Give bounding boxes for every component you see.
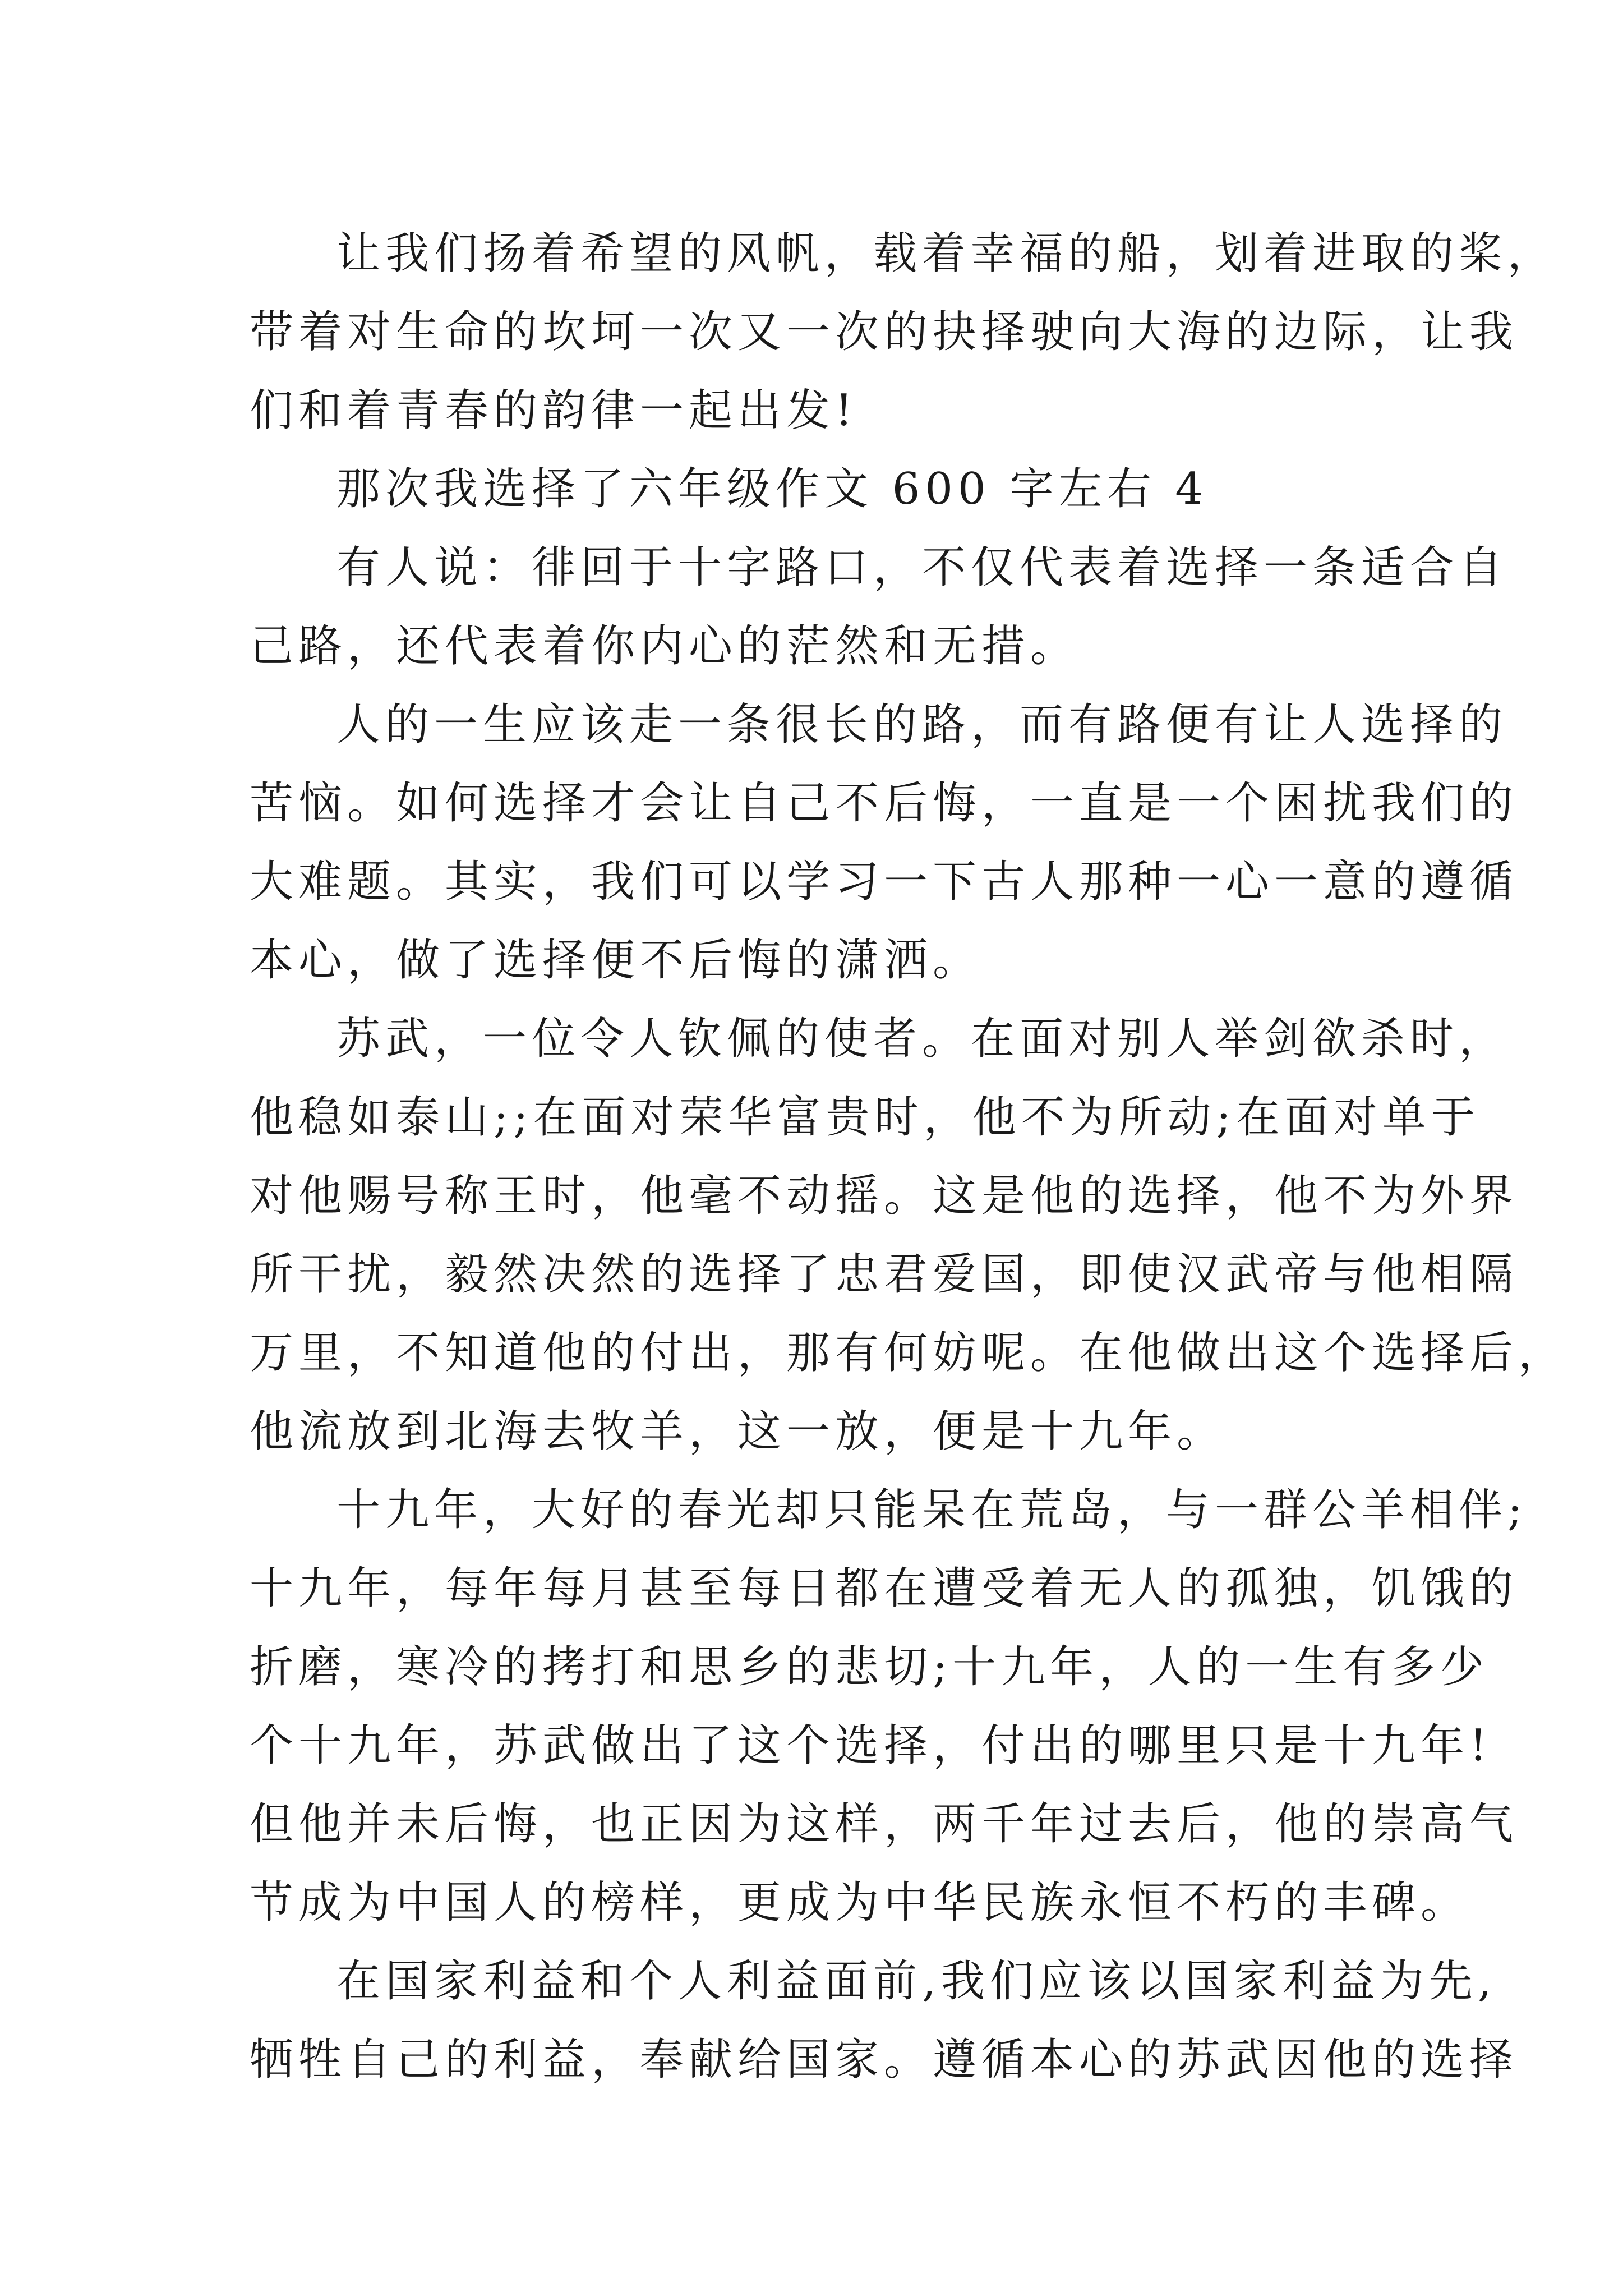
text-line: 十九年，大好的春光却只能呆在荒岛，与一群公羊相伴; — [336, 1485, 1528, 1535]
text-line: 他稳如泰山;;在面对荣华富贵时，他不为所动;在面对单于 — [250, 1092, 1480, 1143]
essay-body — [250, 214, 1567, 2099]
text-line: 让我们扬着希望的风帆，载着幸福的船，划着进取的桨， — [336, 228, 1557, 279]
text-line: 万里，不知道他的付出，那有何妨呢。在他做出这个选择后， — [250, 1328, 1567, 1378]
text-line: 牺牲自己的利益，奉献给国家。遵循本心的苏武因他的选择 — [250, 2035, 1519, 2085]
text-line: 己路，还代表着你内心的茫然和无措。 — [250, 621, 1080, 671]
paragraph-voyage — [250, 214, 1557, 450]
text-line: 有人说：徘回于十字路口，不仅代表着选择一条适合自 — [336, 542, 1508, 593]
text-line: 节成为中国人的榜样，更成为中华民族永恒不朽的丰碑。 — [250, 1878, 1470, 1928]
text-line: 十九年，每年每月甚至每日都在遭受着无人的孤独，饥饿的 — [250, 1563, 1519, 1614]
text-line: 苦恼。如何选择才会让自己不后悔，一直是一个困扰我们的 — [250, 778, 1519, 829]
text-line: 在国家利益和个人利益面前,我们应该以国家利益为先, — [336, 1956, 1497, 2007]
text-line: 所干扰，毅然决然的选择了忠君爱国，即使汉武帝与他相隔 — [250, 1249, 1519, 1300]
text-line: 带着对生命的坎坷一次又一次的抉择驶向大海的边际，让我 — [250, 307, 1519, 357]
text-line: 个十九年，苏武做出了这个选择，付出的哪里只是十九年! — [250, 1720, 1492, 1771]
text-line: 大难题。其实，我们可以学习一下古人那种一心一意的遵循 — [250, 857, 1519, 907]
text-line: 本心，做了选择便不后悔的潇洒。 — [250, 935, 982, 986]
paragraph-long-road — [250, 685, 1519, 1000]
text-line: 人的一生应该走一条很长的路，而有路便有让人选择的 — [336, 700, 1508, 750]
text-line: 对他赐号称王时，他毫不动摇。这是他的选择，他不为外界 — [250, 1171, 1519, 1221]
essay-title — [250, 450, 1394, 528]
essay-title-text: 那次我选择了六年级作文 600 字左右 4 — [336, 464, 1208, 514]
text-line: 苏武，一位令人钦佩的使者。在面对别人举剑欲杀时， — [336, 1014, 1508, 1064]
text-line: 们和着青春的韵律一起出发! — [250, 385, 858, 436]
text-line: 但他并未后悔，也正因为这样，两千年过去后，他的崇高气 — [250, 1799, 1519, 1849]
paragraph-nineteen-years — [250, 1471, 1528, 1942]
text-line: 折磨，寒冷的拷打和思乡的悲切;十九年，人的一生有多少 — [250, 1642, 1490, 1692]
text-line: 他流放到北海去牧羊，这一放，便是十九年。 — [250, 1406, 1226, 1457]
paragraph-crossroads — [250, 528, 1508, 685]
paragraph-su-wu — [250, 1000, 1567, 1471]
paragraph-national-interest — [250, 1942, 1519, 2099]
